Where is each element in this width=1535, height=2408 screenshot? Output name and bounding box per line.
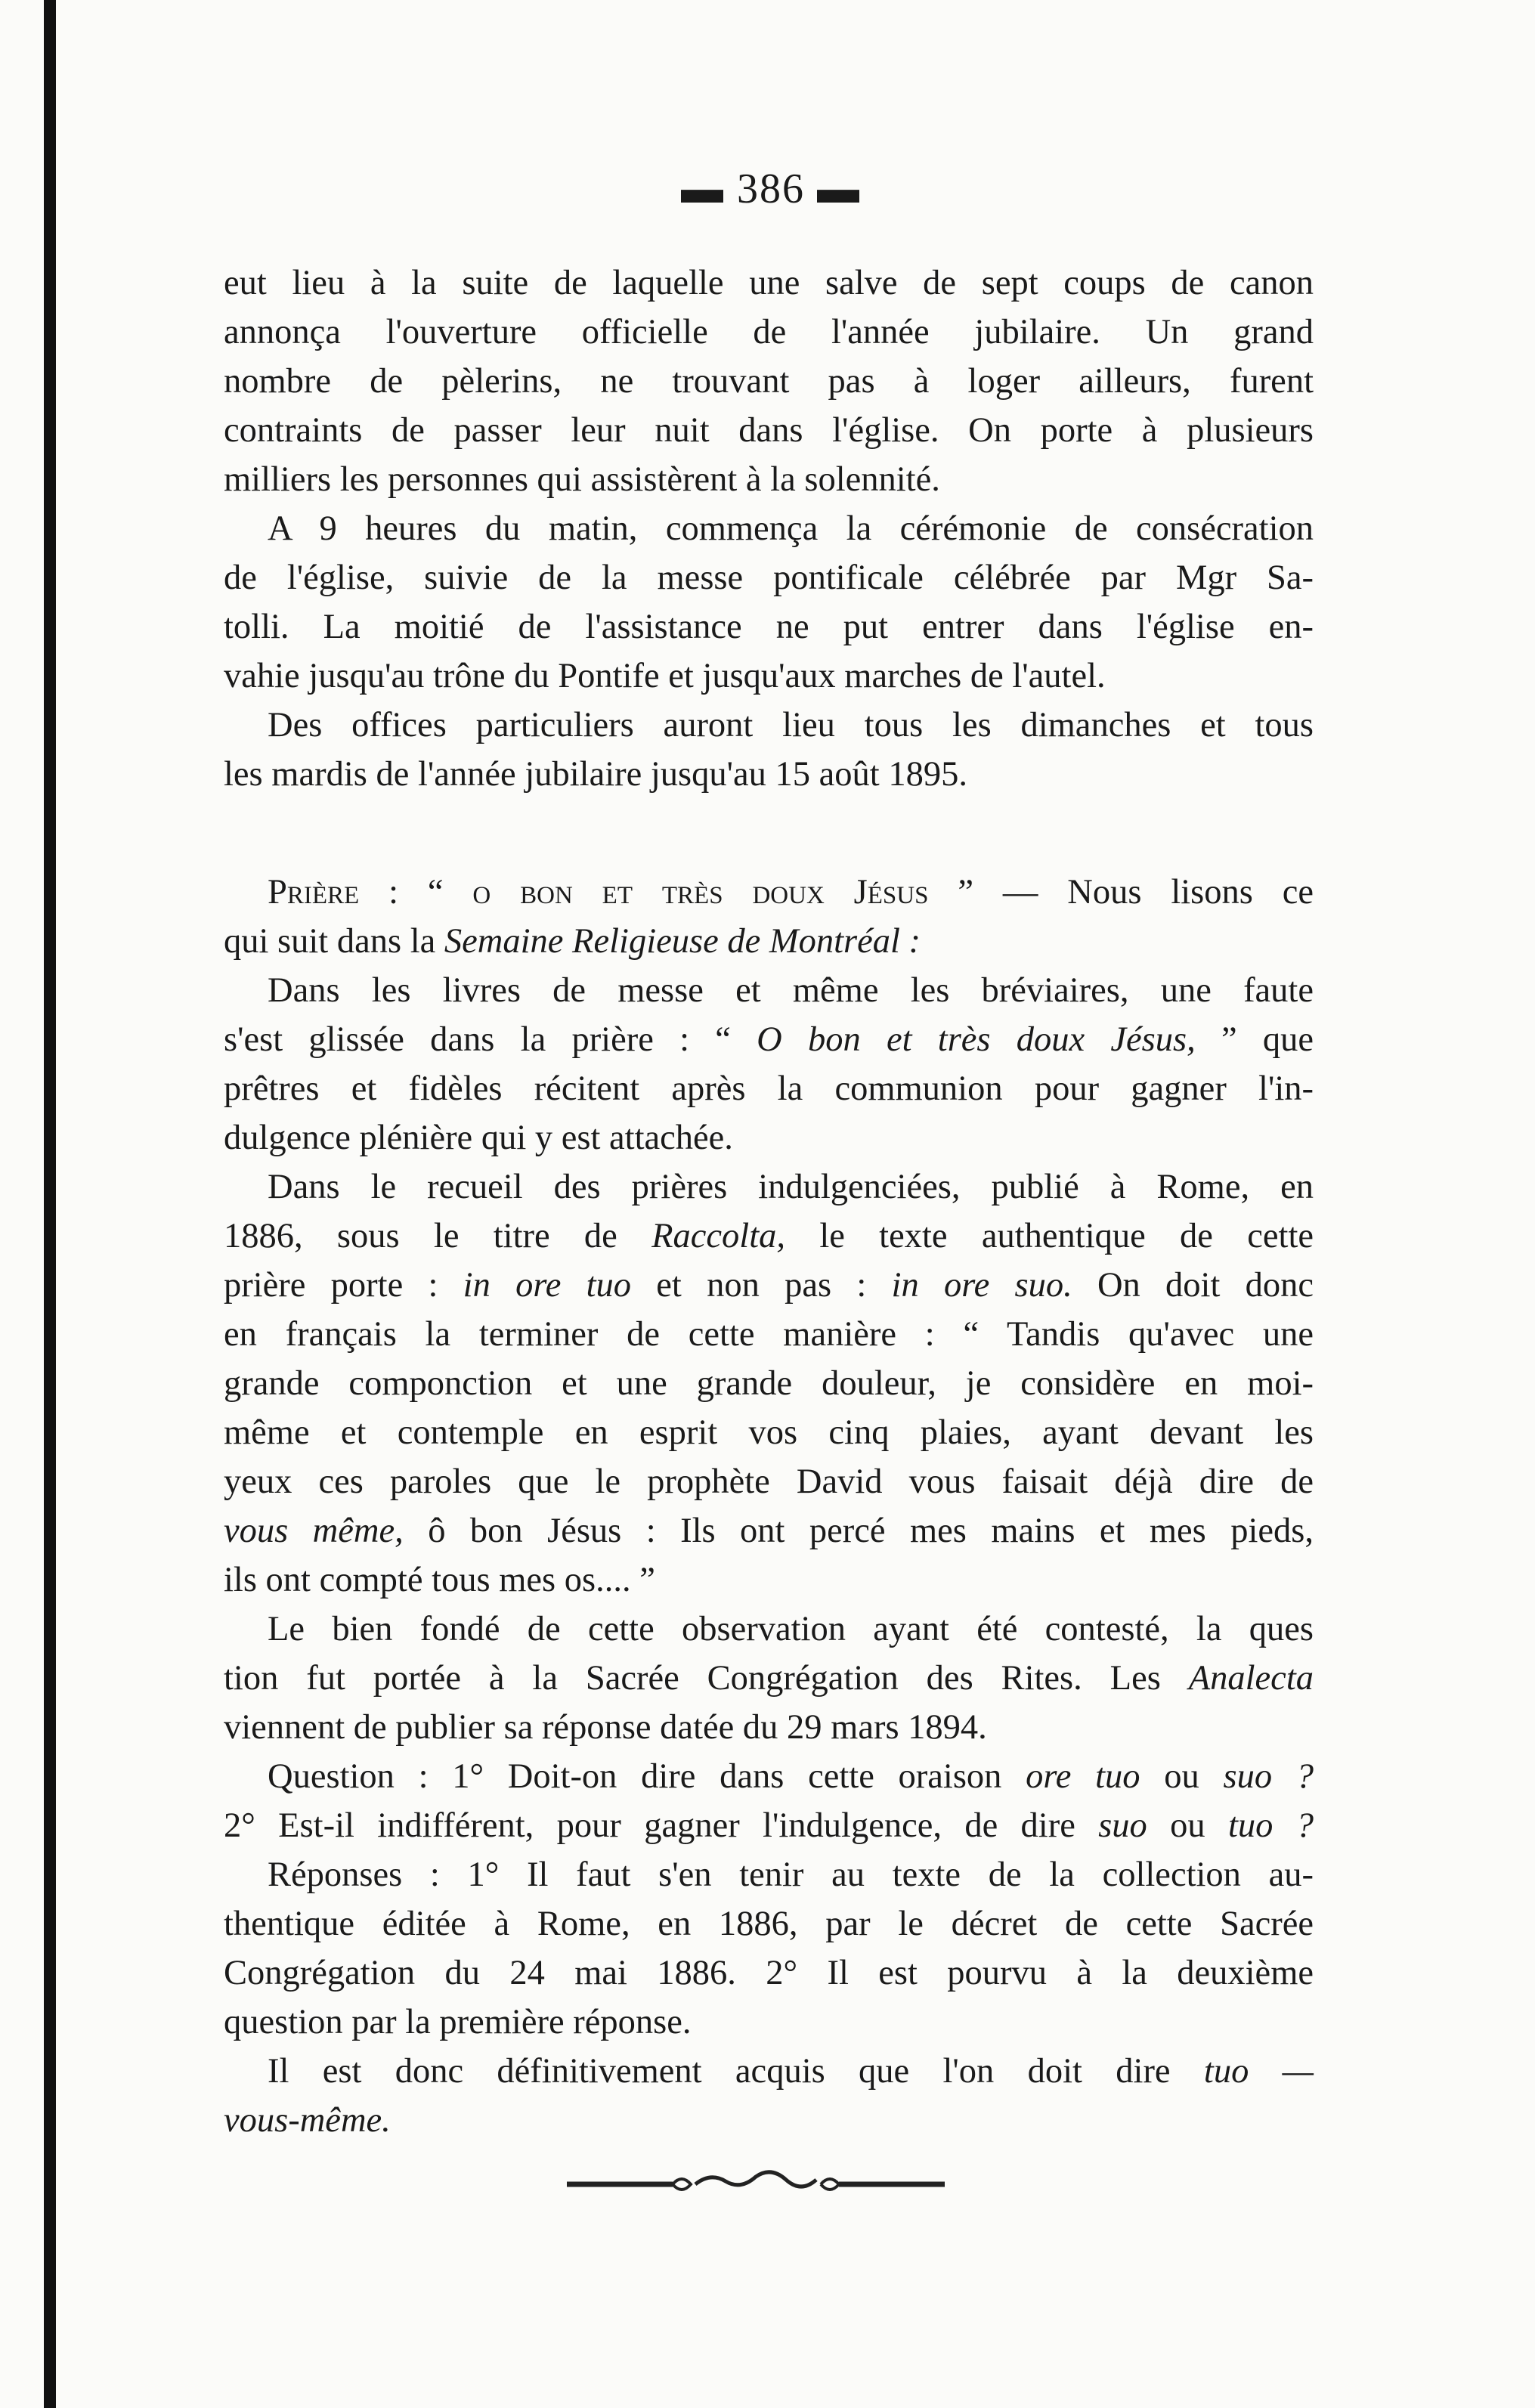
text-span: — Nous lisons ce xyxy=(1002,873,1314,912)
latin-phrase: suo ? xyxy=(1223,1757,1314,1796)
text-line: tolli. La moitié de l'assistance ne put entrer dans l'église en- xyxy=(224,608,1314,646)
text-span: ô bon Jésus : Ils ont percé mes mains et mes pieds, xyxy=(428,1512,1314,1550)
body-text-priere xyxy=(224,868,1314,2145)
paragraph-contested xyxy=(224,1605,1314,1752)
text-line: yeux ces paroles que le prophète David vous faisait déjà dire de xyxy=(224,1462,1314,1501)
paragraph-jubilee-opening xyxy=(224,258,1314,504)
page-number-dash-right: ▬ xyxy=(805,166,861,212)
text-line xyxy=(224,1506,1314,1555)
paragraph-offices xyxy=(224,701,1314,799)
text-line: Des offices particuliers auront lieu tous les dimanches et tous xyxy=(268,706,1314,744)
text-line xyxy=(224,868,1314,917)
text-line: thentique éditée à Rome, en 1886, par le décret de cette Sacrée xyxy=(224,1905,1314,1943)
paragraph-priere-heading xyxy=(224,868,1314,966)
text-line: viennent de publier sa réponse datée du 29 mars 1894. xyxy=(224,1708,987,1747)
latin-phrase: in ore tuo xyxy=(463,1266,632,1305)
text-span: s'est glissée dans la prière : “ xyxy=(224,1020,731,1059)
text-line: nombre de pèlerins, ne trouvant pas à loger ailleurs, furent xyxy=(224,362,1314,401)
latin-phrase: tuo ? xyxy=(1228,1806,1314,1845)
text-line: les mardis de l'année jubilaire jusqu'au 15 août 1895. xyxy=(224,755,967,794)
text-span: tion fut portée à la Sacrée Congrégation des Rites. Les xyxy=(224,1659,1161,1698)
text-line: grande componction et une grande douleur, je considère en moi- xyxy=(224,1364,1314,1403)
section-heading: Prière : xyxy=(268,873,398,912)
text-line: Le bien fondé de cette observation ayant été contesté, la ques xyxy=(268,1610,1314,1648)
text-line xyxy=(224,1801,1314,1850)
italic-phrase: vous même, xyxy=(224,1512,404,1550)
text-line: prêtres et fidèles récitent après la communion pour gagner l'in- xyxy=(224,1069,1314,1108)
text-line: Congrégation du 24 mai 1886. 2° Il est pourvu à la deuxième xyxy=(224,1954,1314,1992)
paragraph-raccolta xyxy=(224,1162,1314,1605)
text-line xyxy=(224,1752,1314,1801)
paragraph-question xyxy=(224,1752,1314,1850)
paragraph-consecration xyxy=(224,504,1314,701)
text-span: ou xyxy=(1170,1806,1205,1845)
prayer-title: “ o bon et très doux Jésus ” xyxy=(427,873,973,912)
latin-phrase: in ore suo. xyxy=(891,1266,1072,1305)
text-span: le texte authentique de cette xyxy=(819,1217,1314,1255)
text-line xyxy=(224,1015,1314,1064)
text-span: prière porte : xyxy=(224,1266,438,1305)
binding-edge xyxy=(44,0,56,2408)
text-span: Question : 1° Doit-on dire dans cette oraison xyxy=(268,1757,1002,1796)
paragraph-conclusion xyxy=(224,2047,1314,2145)
text-line: en français la terminer de cette manière : “ Tandis qu'avec une xyxy=(224,1315,1314,1354)
text-line: Réponses : 1° Il faut s'en tenir au texte de la collection au- xyxy=(268,1856,1314,1894)
text-span: 2° Est-il indifférent, pour gagner l'indulgence, de dire xyxy=(224,1806,1075,1845)
italic-phrase: vous-même. xyxy=(224,2101,391,2140)
body-text-top xyxy=(224,258,1314,799)
text-line: question par la première réponse. xyxy=(224,2003,692,2041)
text-line: annonça l'ouverture officielle de l'année jubilaire. Un grand xyxy=(224,313,1314,351)
text-line: milliers les personnes qui assistèrent à la solennité. xyxy=(224,460,940,499)
text-line xyxy=(224,1654,1314,1703)
text-line: eut lieu à la suite de laquelle une salve de sept coups de canon xyxy=(224,264,1314,302)
latin-phrase: suo xyxy=(1098,1806,1147,1845)
text-line xyxy=(224,1212,1314,1261)
prayer-quote: O bon et très doux Jésus, xyxy=(757,1020,1196,1059)
latin-phrase: tuo — xyxy=(1203,2052,1314,2091)
text-span: et non pas : xyxy=(656,1266,867,1305)
text-span: Il est donc définitivement acquis que l'on doit dire xyxy=(268,2052,1171,2091)
page-number-dash-left: ▬ xyxy=(681,166,737,212)
text-line: Dans le recueil des prières indulgenciées, publié à Rome, en xyxy=(268,1168,1314,1206)
text-line: contraints de passer leur nuit dans l'église. On porte à plusieurs xyxy=(224,411,1314,450)
text-line xyxy=(224,917,1314,966)
text-line: dulgence plénière qui y est attachée. xyxy=(224,1119,733,1157)
text-span: On doit donc xyxy=(1097,1266,1314,1305)
latin-phrase: ore tuo xyxy=(1026,1757,1140,1796)
text-line xyxy=(224,1261,1314,1310)
text-span: ” que xyxy=(1221,1020,1314,1059)
publication-title: Analecta xyxy=(1188,1659,1314,1698)
text-line: même et contemple en esprit vos cinq plaies, ayant devant les xyxy=(224,1413,1314,1452)
paragraph-responses xyxy=(224,1850,1314,2047)
book-title: Raccolta, xyxy=(651,1217,786,1255)
paragraph-error xyxy=(224,966,1314,1162)
text-line xyxy=(224,2096,1314,2145)
text-line: vahie jusqu'au trône du Pontife et jusqu'aux marches de l'autel. xyxy=(224,657,1106,695)
fleuron-ornament xyxy=(559,2169,952,2199)
text-line: A 9 heures du matin, commença la cérémonie de consécration xyxy=(268,509,1314,548)
source-title: Semaine Religieuse de Montréal : xyxy=(444,922,921,961)
page-number xyxy=(680,165,862,213)
text-line xyxy=(224,2047,1314,2096)
text-line: Dans les livres de messe et même les bréviaires, une faute xyxy=(268,971,1314,1010)
text-span: ou xyxy=(1164,1757,1199,1796)
text-span: qui suit dans la xyxy=(224,922,436,961)
text-line: ils ont compté tous mes os.... ” xyxy=(224,1561,655,1599)
page-number-value: 386 xyxy=(737,166,805,212)
text-span: 1886, sous le titre de xyxy=(224,1217,617,1255)
text-line: de l'église, suivie de la messe pontificale célébrée par Mgr Sa- xyxy=(224,559,1314,597)
